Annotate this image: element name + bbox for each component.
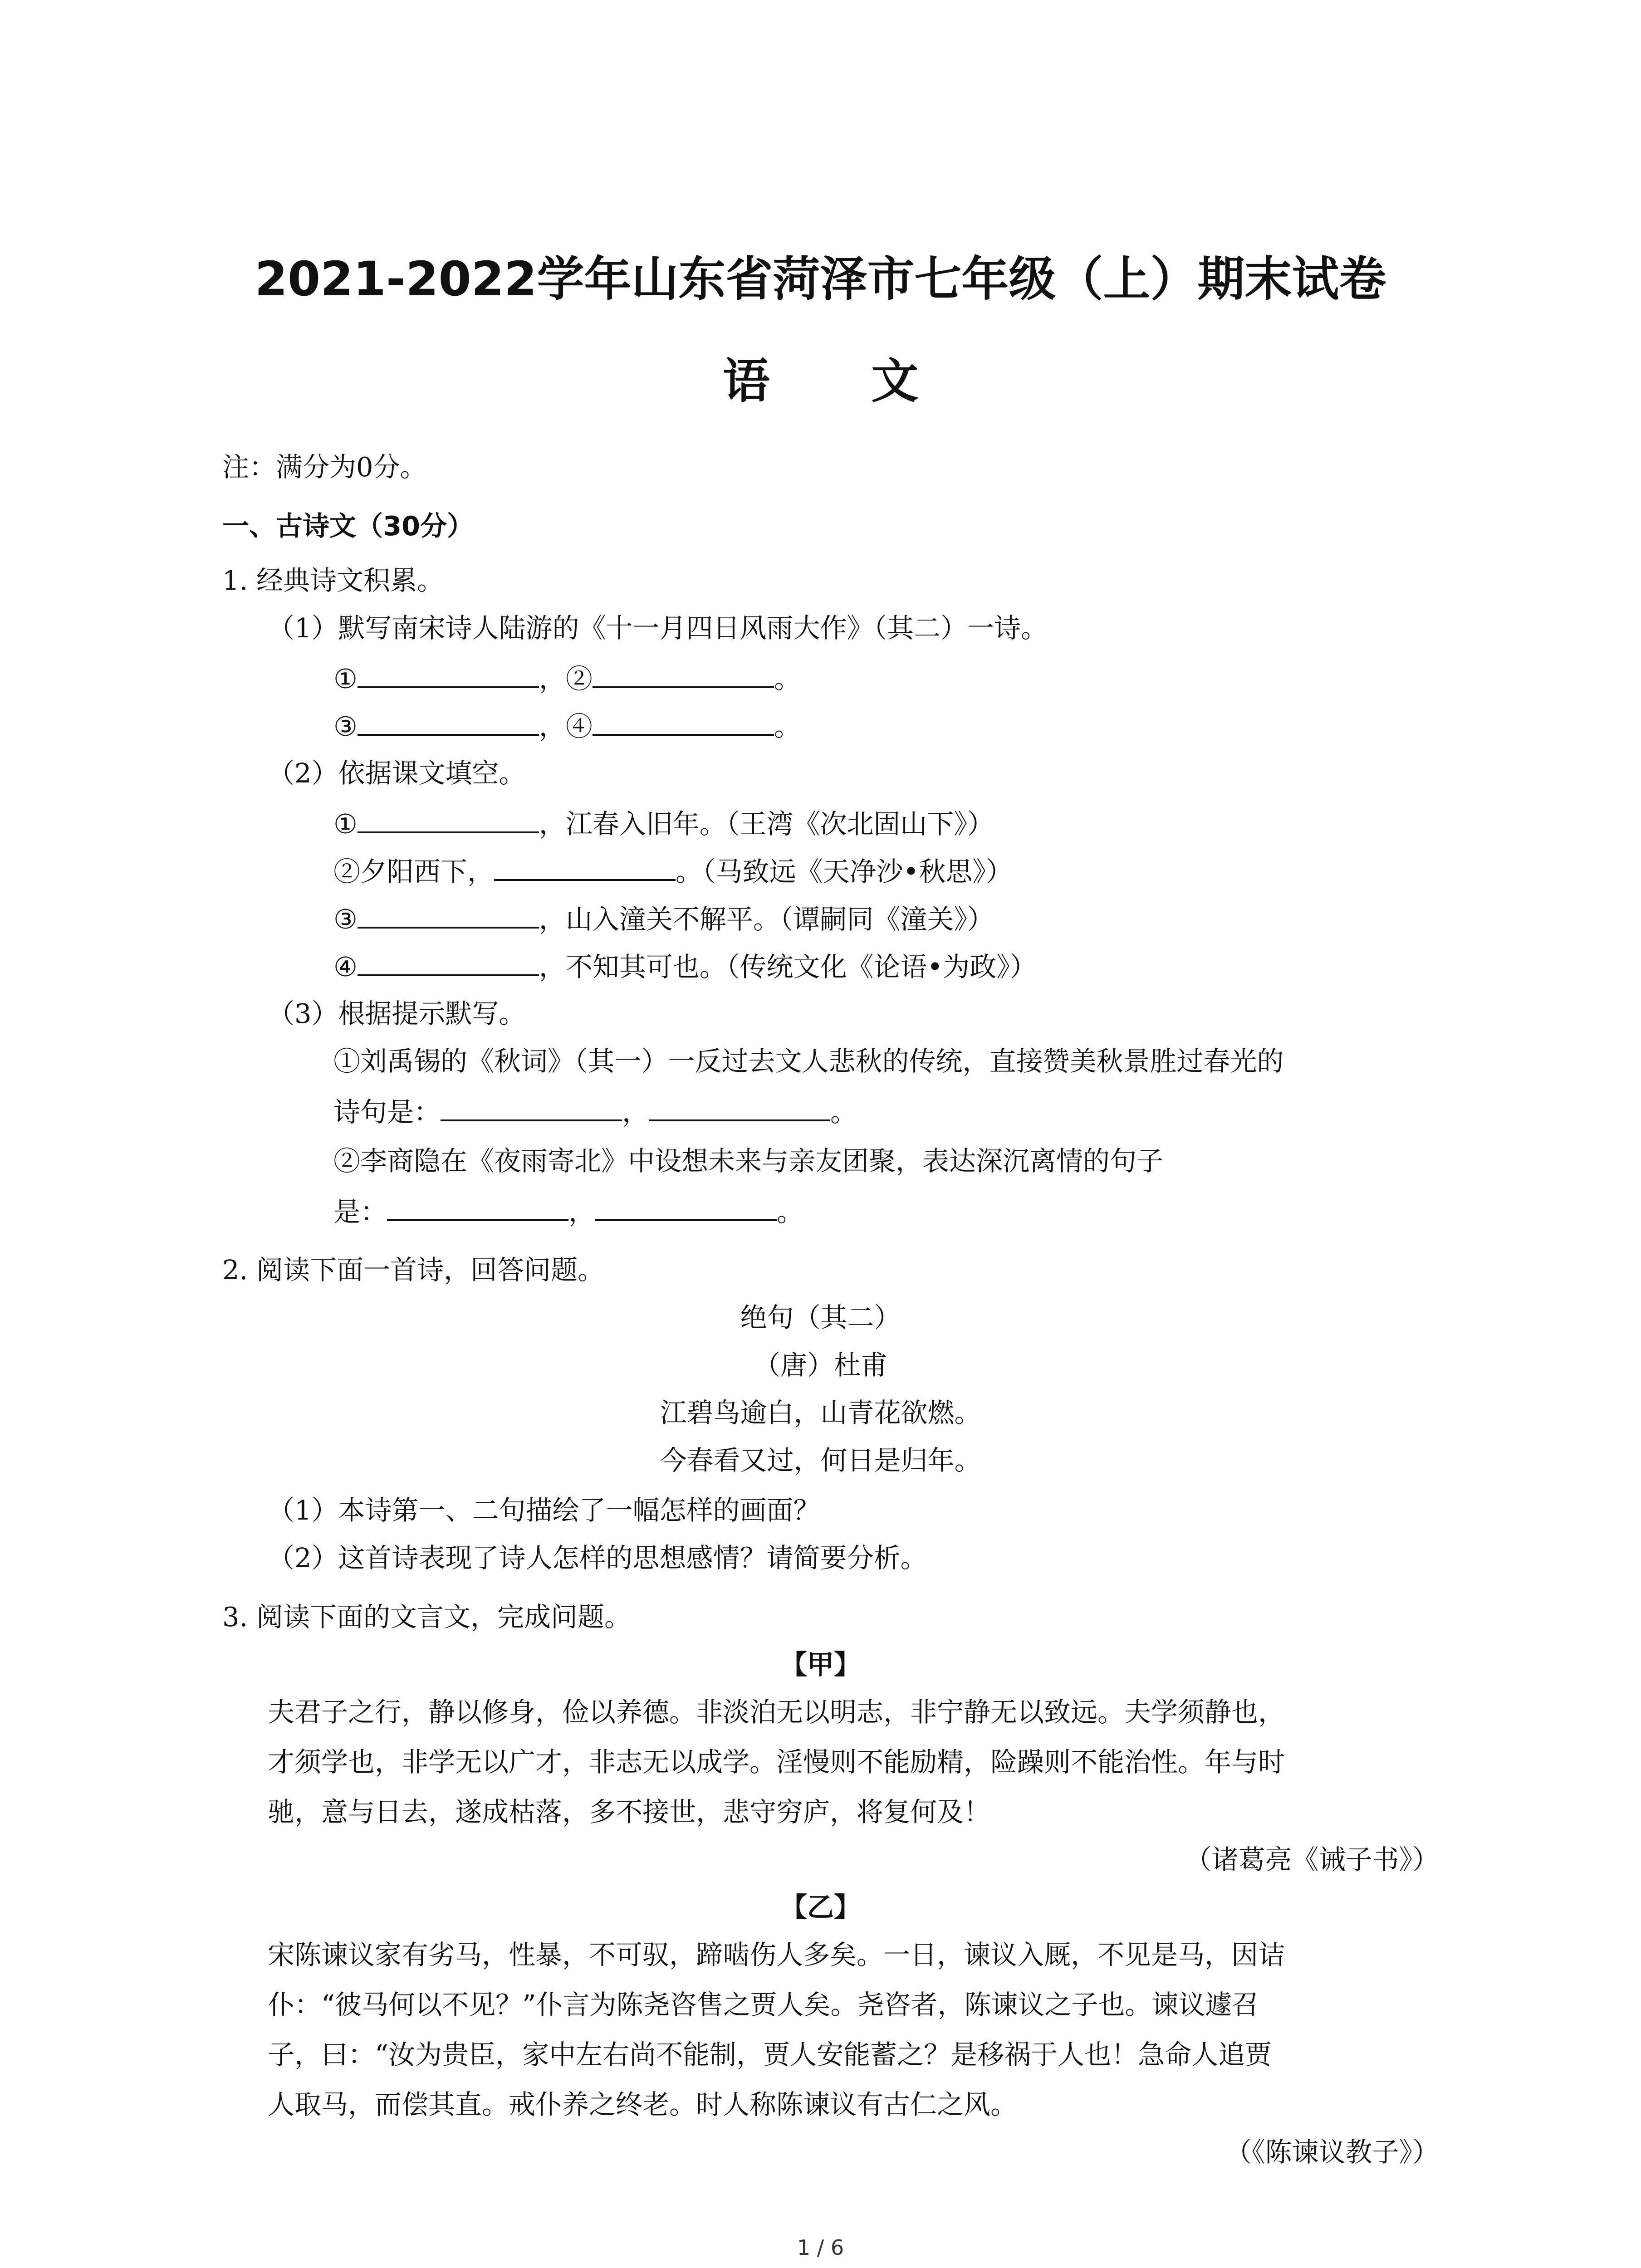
q2-heading: 2. 阅读下面一首诗，回答问题。 (222, 1254, 605, 1286)
answer-blank[interactable] (358, 660, 539, 688)
item-text: 是： (333, 1196, 387, 1227)
punct: 。 (774, 663, 801, 694)
passage-label-yi: 【乙】 (780, 1892, 861, 1923)
marker: ③ (333, 904, 358, 935)
passage-line: 驰，意与日去，遂成枯落，多不接世，悲守穷庐，将复何及！ (268, 1796, 991, 1828)
section-heading: 一、古诗文（30分） (222, 510, 474, 542)
q1-part1-row2 (333, 708, 801, 745)
answer-blank[interactable] (358, 708, 539, 736)
punct: 。 (774, 711, 801, 742)
q1-part1-row1 (333, 660, 801, 697)
q1-part3-item2-line2 (333, 1193, 803, 1230)
q1-part2-item4 (333, 948, 1037, 985)
score-note: 注：满分为0分。 (222, 451, 427, 483)
answer-blank[interactable] (494, 853, 676, 881)
punct: ， (568, 1196, 596, 1227)
q2-subquestion-1: （1）本诗第一、二句描绘了一幅怎样的画面？ (268, 1495, 820, 1526)
q1-part3-prompt: （3）根据提示默写。 (268, 998, 526, 1029)
passage-line: 夫君子之行，静以修身，俭以养德。非淡泊无以明志，非宁静无以致远。夫学须静也， (268, 1696, 1285, 1728)
answer-blank[interactable] (593, 708, 774, 736)
item-text: 诗句是： (333, 1096, 441, 1128)
q3-heading: 3. 阅读下面的文言文，完成问题。 (222, 1601, 632, 1633)
punct: 。 (830, 1096, 857, 1128)
answer-blank[interactable] (358, 805, 539, 833)
item-text: ②夕阳西下， (333, 856, 495, 887)
answer-blank[interactable] (649, 1093, 830, 1121)
item-text: 。（马致远《天净沙•秋思》） (676, 856, 1013, 887)
punct: ， (539, 663, 566, 694)
marker: ① (333, 663, 358, 694)
passage-line: 仆：“彼马何以不见？”仆言为陈尧咨售之贾人矣。尧咨者，陈谏议之子也。谏议遽召 (268, 1989, 1259, 2020)
q1-part2-item3 (333, 900, 994, 938)
answer-blank[interactable] (593, 660, 774, 688)
punct: 。 (777, 1196, 804, 1227)
poem-line: 江碧鸟逾白，山青花欲燃。 (660, 1397, 981, 1428)
q1-part2-item2 (333, 853, 1013, 890)
q1-part3-item1-line1: ①刘禹锡的《秋词》（其一）一反过去文人悲秋的传统，直接赞美秋景胜过春光的 (333, 1046, 1284, 1077)
answer-blank[interactable] (441, 1093, 622, 1121)
marker: ④ (565, 711, 593, 742)
page-title: 2021-2022学年山东省菏泽市七年级（上）期末试卷 (255, 251, 1386, 307)
poem-line: 今春看又过，何日是归年。 (660, 1445, 981, 1476)
punct: ， (539, 711, 566, 742)
passage-line: 才须学也，非学无以广才，非志无以成学。淫慢则不能励精，险躁则不能治性。年与时 (268, 1746, 1285, 1778)
answer-blank[interactable] (358, 948, 539, 976)
punct: ， (622, 1096, 649, 1128)
marker: ② (565, 663, 593, 694)
q2-subquestion-2: （2）这首诗表现了诗人怎样的思想感情？请简要分析。 (268, 1542, 927, 1574)
passage-source: （诸葛亮《诫子书》） (1185, 1844, 1439, 1875)
poem-author: （唐）杜甫 (753, 1349, 887, 1381)
passage-line: 人取马，而偿其直。戒仆养之终老。时人称陈谏议有古仁之风。 (268, 2089, 1018, 2120)
answer-blank[interactable] (595, 1193, 777, 1221)
q1-part3-item2-line1: ②李商隐在《夜雨寄北》中设想未来与亲友团聚，表达深沉离情的句子 (333, 1145, 1164, 1177)
q1-part3-item1-line2 (333, 1093, 857, 1130)
passage-source: （《陈谏议教子》） (1225, 2136, 1439, 2168)
passage-line: 子，曰：“汝为贵臣，家中左右尚不能制，贾人安能蓄之？是移祸于人也！急命人追贾 (268, 2039, 1272, 2070)
page-number: 1 / 6 (797, 2235, 844, 2260)
item-text: ，不知其可也。（传统文化《论语•为政》） (539, 951, 1037, 982)
subject-title: 语 文 (722, 353, 961, 409)
marker: ③ (333, 711, 358, 742)
item-text: ，江春入旧年。（王湾《次北固山下》） (539, 808, 994, 840)
passage-line: 宋陈谏议家有劣马，性暴，不可驭，蹄啮伤人多矣。一日，谏议入厩，不见是马，因诘 (268, 1939, 1285, 1970)
passage-label-jia: 【甲】 (780, 1649, 861, 1680)
marker: ④ (333, 951, 358, 982)
marker: ① (333, 808, 358, 840)
poem-title: 绝句（其二） (740, 1302, 901, 1333)
answer-blank[interactable] (358, 900, 539, 929)
answer-blank[interactable] (387, 1193, 568, 1221)
q1-part2-item1 (333, 805, 994, 842)
q1-part2-prompt: （2）依据课文填空。 (268, 758, 526, 789)
q1-part1-prompt: （1）默写南宋诗人陆游的《十一月四日风雨大作》（其二）一诗。 (268, 612, 1048, 644)
item-text: ，山入潼关不解平。（谭嗣同《潼关》） (539, 904, 994, 935)
q1-heading: 1. 经典诗文积累。 (222, 565, 444, 596)
